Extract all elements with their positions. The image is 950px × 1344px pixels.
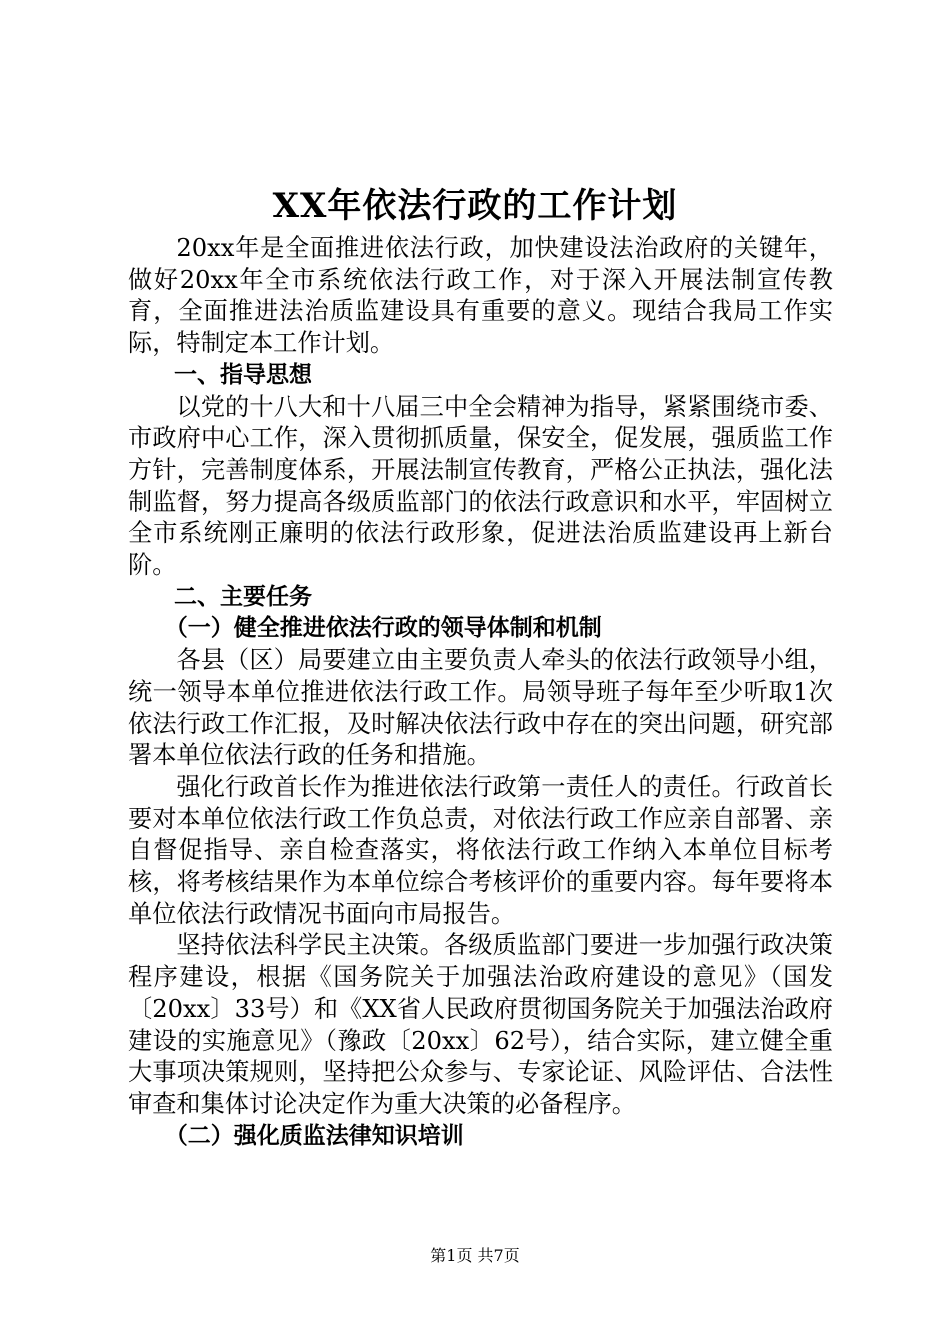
decision-making-paragraph: 坚持依法科学民主决策。各级质监部门要进一步加强行政决策程序建设，根据《国务院关于加强法治政府建设的意见》（国发〔20xx〕33号）和《XX省人民政府贯彻国务院关于加强法治政府建设的实施意见》（豫政〔20xx〕62号），结合实际，建立健全重大事项决策规则，坚持把公众参与、专家论证、风险评估、合法性审查和集体讨论决定作为重大决策的必备程序。 xyxy=(128,931,833,1118)
page-number-footer: 第1页 共7页 xyxy=(430,1246,520,1265)
section-heading-guiding-ideology: 一、指导思想 xyxy=(174,361,312,388)
document-body xyxy=(128,233,833,1152)
chief-responsibility-paragraph: 强化行政首长作为推进依法行政第一责任人的责任。行政首长要对本单位依法行政工作负总责，对依法行政工作应亲自部署、亲自督促指导、亲自检查落实，将依法行政工作纳入本单位目标考核，将考核结果作为本单位综合考核评价的重要内容。每年要将本单位依法行政情况书面向市局报告。 xyxy=(128,772,833,928)
leadership-group-paragraph: 各县（区）局要建立由主要负责人牵头的依法行政领导小组，统一领导本单位推进依法行政工作。局领导班子每年至少听取1次依法行政工作汇报，及时解决依法行政中存在的突出问题，研究部署本单位依法行政的任务和措施。 xyxy=(128,646,833,770)
section-heading-main-tasks: 二、主要任务 xyxy=(174,583,312,610)
document-title: XX年依法行政的工作计划 xyxy=(272,186,678,226)
subsection-heading-leadership-system: （一）健全推进依法行政的领导体制和机制 xyxy=(164,615,602,642)
intro-paragraph: 20xx年是全面推进依法行政，加快建设法治政府的关键年，做好20xx年全市系统依法行政工作，对于深入开展法制宣传教育，全面推进法治质监建设具有重要的意义。现结合我局工作实际，特制定本工作计划。 xyxy=(128,234,833,358)
guiding-ideology-paragraph: 以党的十八大和十八届三中全会精神为指导，紧紧围绕市委、市政府中心工作，深入贯彻抓质量，保安全，促发展，强质监工作方针，完善制度体系，开展法制宣传教育，严格公正执法，强化法制监督，努力提高各级质监部门的依法行政意识和水平，牢固树立全市系统刚正廉明的依法行政形象，促进法治质监建设再上新台阶。 xyxy=(128,392,833,580)
subsection-heading-legal-training: （二）强化质监法律知识培训 xyxy=(164,1122,464,1149)
